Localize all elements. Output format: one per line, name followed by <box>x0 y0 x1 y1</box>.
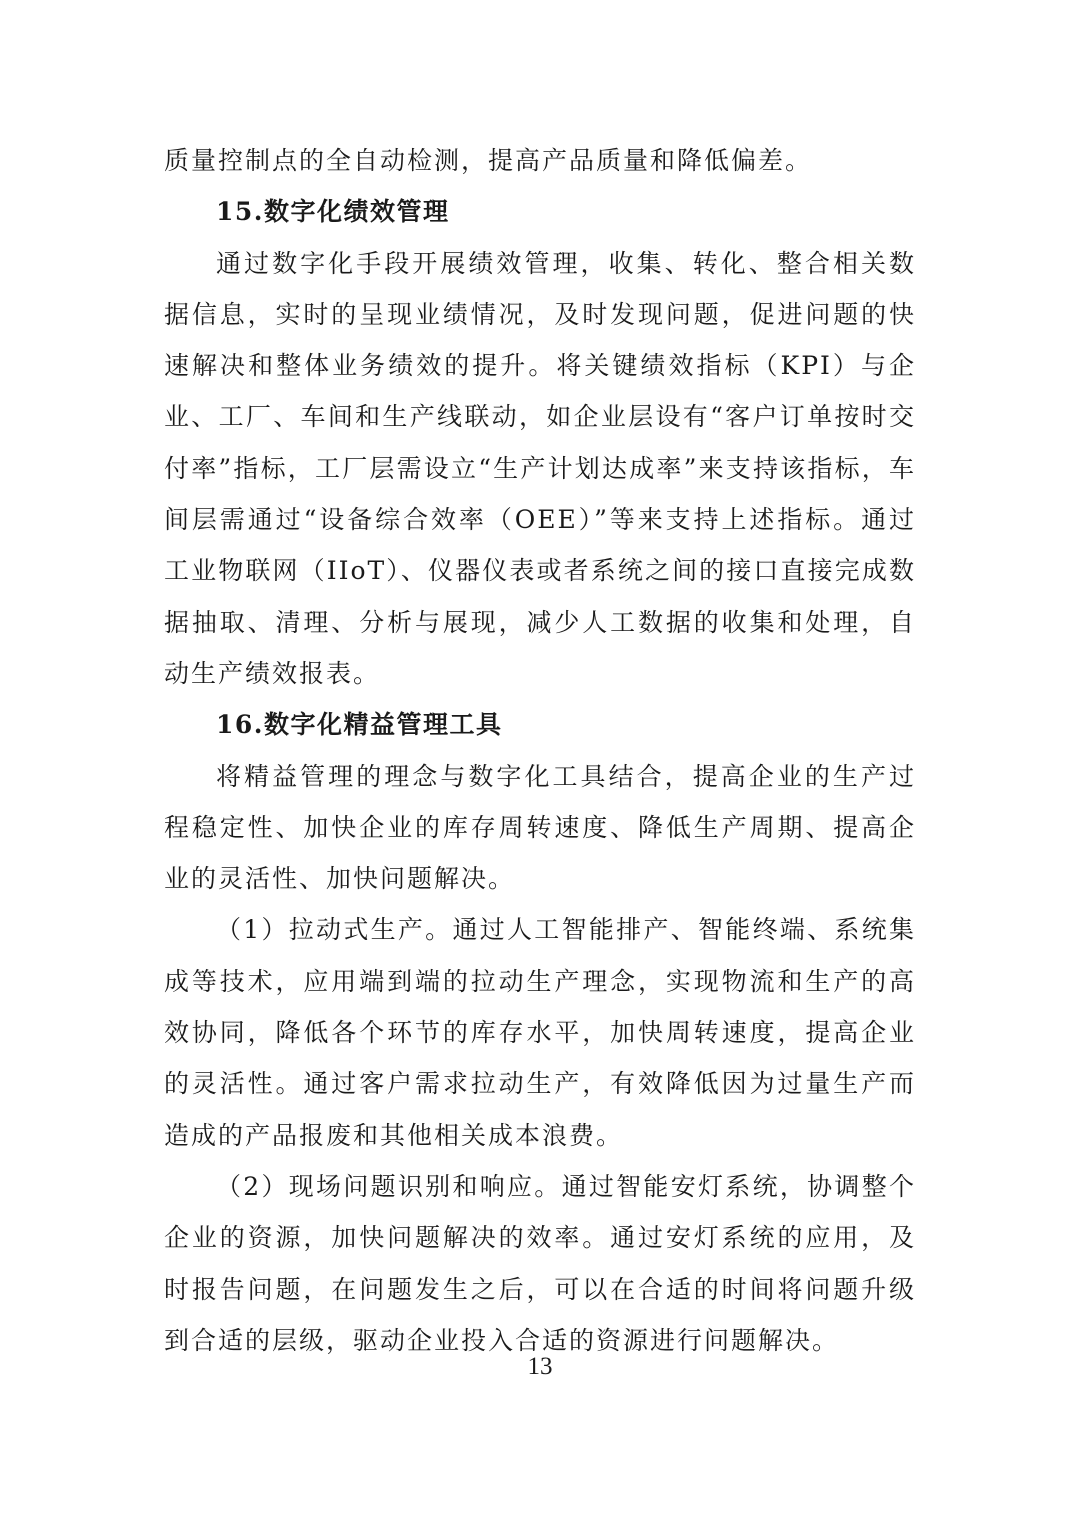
pull-production-paragraph: （1）拉动式生产。通过人工智能排产、智能终端、系统集成等技术，应用端到端的拉动生产理念，实现物流和生产的高效协同，降低各个环节的库存水平，加快周转速度，提高企业的灵活性。通过客户需求拉动生产，有效降低因为过量生产而造成的产品报废和其他相关成本浪费。 <box>164 915 916 1150</box>
issue-response-paragraph: （2）现场问题识别和响应。通过智能安灯系统，协调整个企业的资源，加快问题解决的效率。通过安灯系统的应用，及时报告问题，在问题发生之后，可以在合适的时间将问题升级到合适的层级，驱动企业投入合适的资源进行问题解决。 <box>164 1171 916 1355</box>
page-body <box>164 135 916 1366</box>
page-number: 13 <box>527 1353 553 1380</box>
section-15-heading: 15.数字化绩效管理 <box>216 197 450 227</box>
section-16-heading: 16.数字化精益管理工具 <box>216 710 503 740</box>
section-15-paragraph: 通过数字化手段开展绩效管理，收集、转化、整合相关数据信息，实时的呈现业绩情况，及时发现问题，促进问题的快速解决和整体业务绩效的提升。将关键绩效指标（KPI）与企业、工厂、车间和生产线联动，如企业层设有“客户订单按时交付率”指标，工厂层需设立“生产计划达成率”来支持该指标，车间层需通过“设备综合效率（OEE）”等来支持上述指标。通过工业物联网（IIoT）、仪器仪表或者系统之间的接口直接完成数据抽取、清理、分析与展现，减少人工数据的收集和处理，自动生产绩效报表。 <box>164 248 916 688</box>
continued-paragraph-line: 质量控制点的全自动检测，提高产品质量和降低偏差。 <box>164 146 813 175</box>
section-16-intro-paragraph: 将精益管理的理念与数字化工具结合，提高企业的生产过程稳定性、加快企业的库存周转速度、降低生产周期、提高企业的灵活性、加快问题解决。 <box>164 761 916 894</box>
